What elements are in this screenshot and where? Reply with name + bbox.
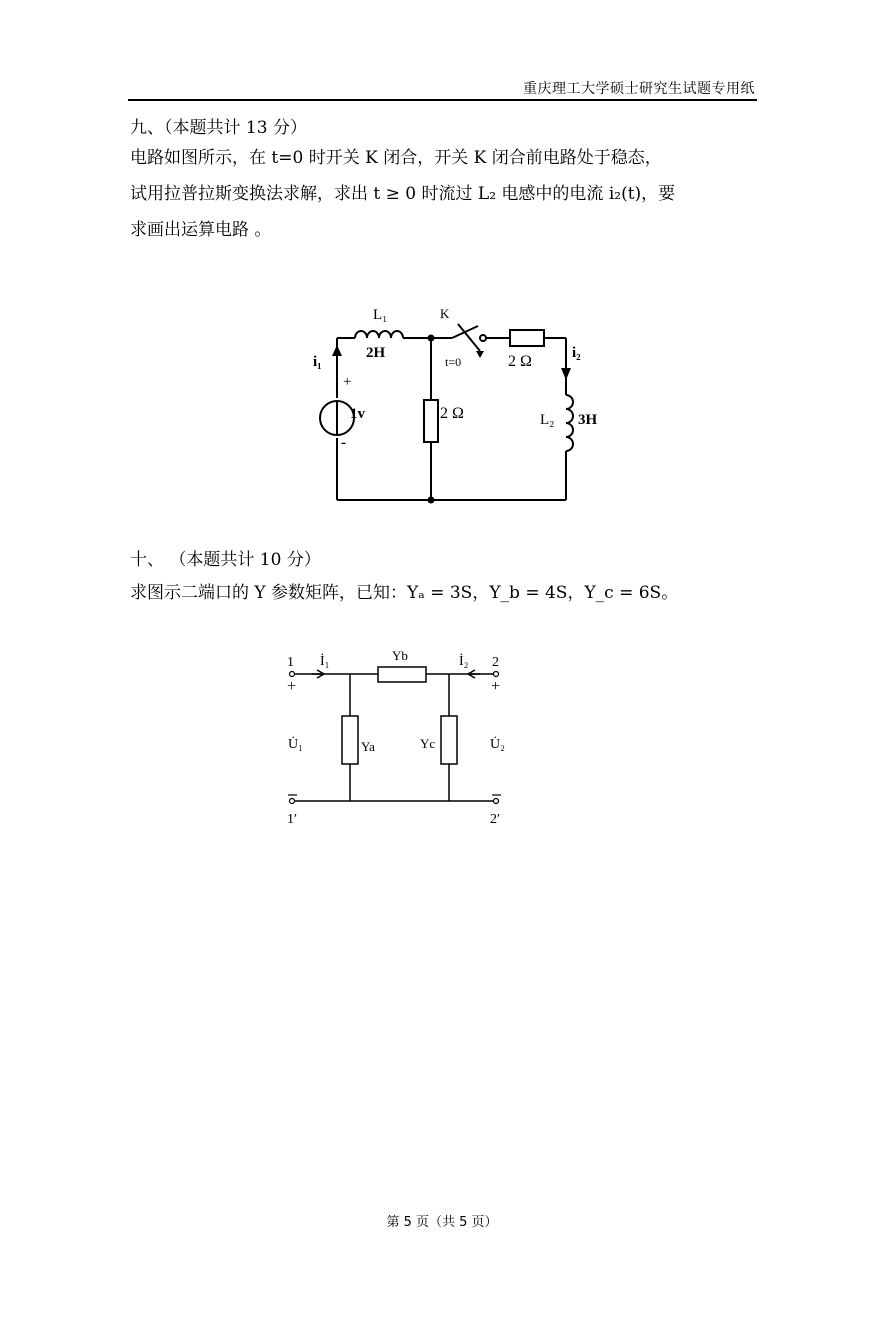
inductor-l2: [566, 395, 573, 451]
label-u1: U̇₁: [288, 737, 303, 752]
label-i1: i₁: [313, 354, 322, 370]
label-port1: 1: [287, 655, 294, 670]
q10-body: [130, 575, 765, 611]
label-i2: i₂: [572, 345, 581, 361]
label-ya: Ya: [361, 739, 375, 754]
admittance-yc: [441, 716, 457, 764]
label-source-minus: -: [341, 435, 346, 451]
i2-arrow-icon: [561, 368, 571, 380]
switch-arrow-icon: [476, 351, 484, 358]
label-switch-time: t=0: [445, 355, 462, 369]
label-u2: U̇₂: [490, 737, 505, 752]
label-port1-prime: 1′: [287, 812, 298, 827]
label-port1-plus: +: [287, 678, 297, 695]
label-i2-phasor: İ₂: [459, 654, 469, 669]
q9-line-3: 求画出运算电路 。: [130, 220, 272, 240]
label-source-plus: +: [343, 374, 352, 390]
header-title: 重庆理工大学硕士研究生试题专用纸: [523, 81, 755, 97]
label-l2: L₂: [540, 412, 555, 428]
label-port2-prime: 2′: [490, 812, 501, 827]
q9-title: 九、（本题共计 13 分）: [130, 118, 307, 138]
label-source-value: 1v: [350, 406, 365, 422]
admittance-yb: [378, 667, 426, 682]
page-footer: 第 5 页（共 5 页）: [386, 1215, 498, 1230]
label-l1: L₁: [373, 307, 388, 323]
label-i1-phasor: İ₁: [320, 654, 330, 669]
q9-line-2: 试用拉普拉斯变换法求解，求出 t ≥ 0 时流过 L₂ 电感中的电流 i₂(t)，要: [130, 184, 676, 204]
q10-line: 求图示二端口的 Y 参数矩阵，已知：Yₐ = 3S，Y_b = 4S，Y_c = 6S。: [130, 583, 679, 603]
label-r-series: 2 Ω: [508, 353, 532, 370]
label-port2-plus: +: [491, 678, 501, 695]
label-r-shunt: 2 Ω: [440, 405, 464, 422]
q9-line-1: 电路如图所示，在 t=0 时开关 K 闭合，开关 K 闭合前电路处于稳态，: [130, 148, 662, 168]
resistor-series: [510, 330, 544, 346]
q10-title: 十、 （本题共计 10 分）: [130, 550, 321, 570]
inductor-l1: [355, 331, 403, 338]
label-yc: Yc: [420, 736, 436, 751]
label-switch: K: [440, 306, 450, 321]
i1-arrow-icon: [332, 345, 342, 356]
label-l2-value: 3H: [578, 412, 598, 428]
label-l1-value: 2H: [366, 345, 386, 361]
label-yb: Yb: [392, 648, 408, 663]
admittance-ya: [342, 716, 358, 764]
label-port2: 2: [492, 655, 499, 670]
resistor-shunt: [424, 400, 438, 442]
